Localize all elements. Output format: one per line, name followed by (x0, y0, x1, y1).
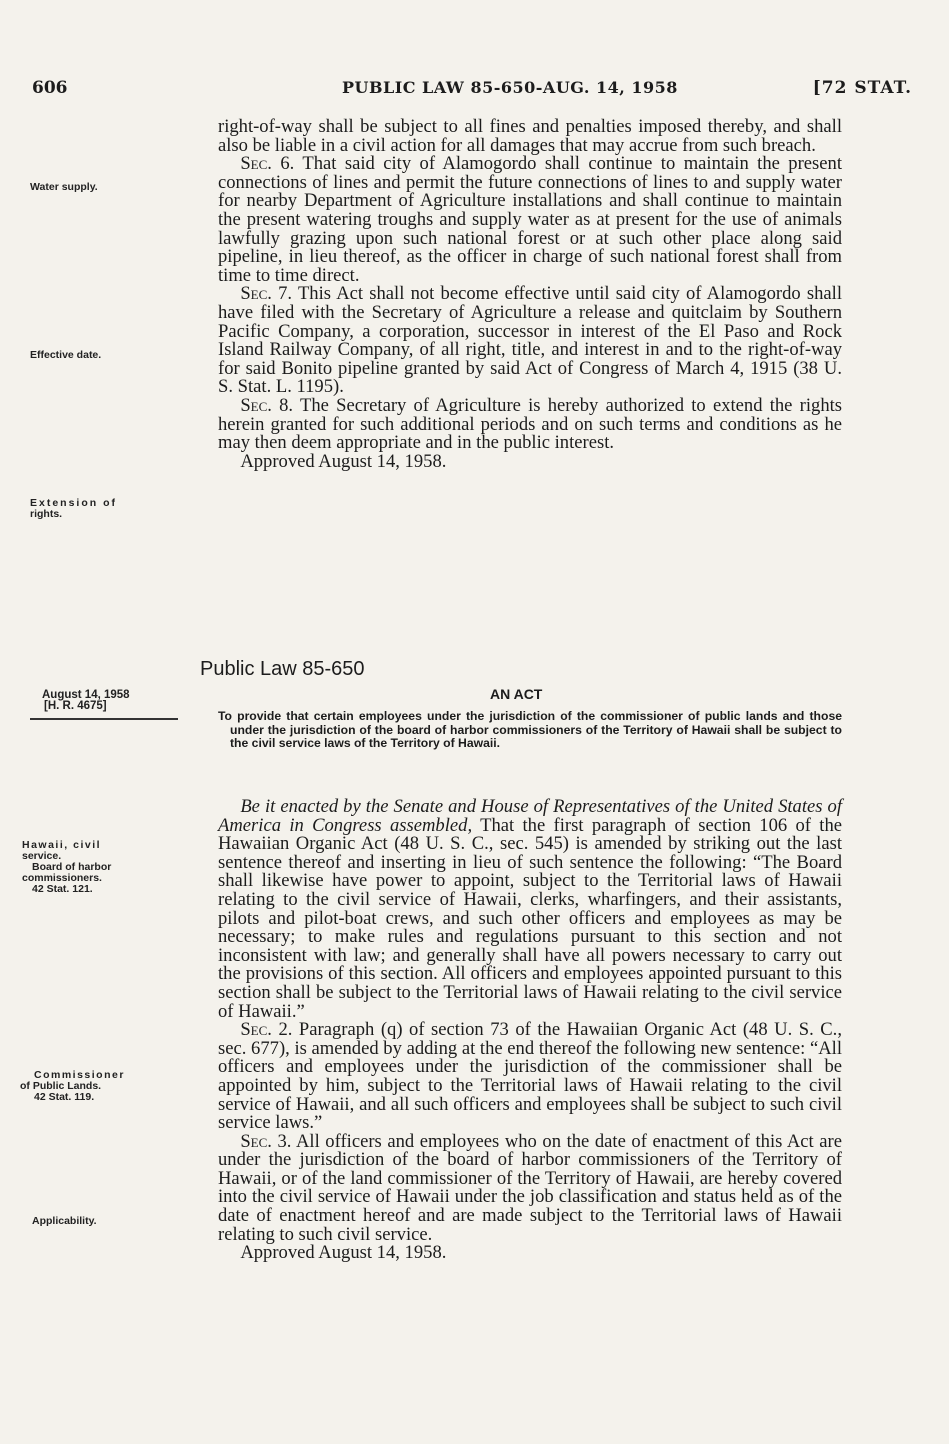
section-7-label: Sec. 7. (240, 283, 293, 305)
margin-note-extension-line1: Extension of (30, 497, 118, 509)
section-7 (218, 285, 842, 397)
section-1-text: That the first paragraph of section 106 of the Hawaiian Organic Act (48 U. S. C., sec. 545) is amended by striking out the last sentence thereof and inserting in lieu of such sentence the following: “The Board shall likewise have power to appoint, subject to the Territorial laws of Hawaii relating to the civil service of Hawaii, clerks, wharfingers, and their assistants, pilots and pilot-boat crews, and such other officers and employees as may be necessary; to make rules and regulations pursuant to this section and not inconsistent with law; and generally shall have all powers necessary to carry out the provisions of this section. All officers and employees appointed pursuant to this section shall be subject to the Territorial laws of Hawaii relating to the civil service of Hawaii.” (218, 814, 843, 1022)
an-act-heading: AN ACT (490, 686, 543, 702)
margin-note-extension (30, 498, 117, 520)
margin-stat-121: 42 Stat. 121. (32, 883, 93, 895)
margin-comm-line2: of Public Lands. (20, 1080, 102, 1092)
margin-board-line2: commissioners. (22, 872, 102, 884)
section-6 (218, 155, 842, 285)
margin-board-line1: Board of harbor (32, 861, 112, 873)
section-6-text: That said city of Alamogordo shall continue to maintain the present connections of lines and permit the future connections of lines to and supply water for nearby Department of Agriculture installations and shall continue to maintain the present watering troughs and supply water as at present for the use of animals lawfully grazing upon such national forest or at such other place along said pipeline, in lieu thereof, as the officer in charge of such national forest shall from time to time direct. (218, 153, 842, 286)
margin-hawaii-line2: service. (22, 850, 62, 862)
section-3-label: Sec. 3. (240, 1130, 292, 1152)
margin-note-date (42, 690, 130, 712)
margin-note-water-supply: Water supply. (30, 181, 98, 193)
section-8 (218, 394, 843, 454)
margin-hawaii-line1: Hawaii, civil (22, 839, 102, 851)
margin-hr-line: [H. R. 4675] (44, 700, 107, 712)
margin-comm-line1: Commissioner (34, 1069, 125, 1081)
margin-stat-119: 42 Stat. 119. (34, 1091, 95, 1103)
header-statute: [72 STAT. (812, 78, 912, 98)
act-approval-line: Approved August 14, 1958. (240, 1242, 447, 1264)
margin-note-commissioner (20, 1070, 125, 1103)
enacting-clause: Be it enacted by the Senate and House of Representatives of the United States of America in Congress assembled, (218, 796, 842, 836)
section-3 (218, 1130, 842, 1245)
section-6-label: Sec. 6. (240, 153, 295, 175)
margin-note-hawaii (20, 840, 180, 895)
running-header (32, 78, 912, 104)
continued-paragraph: right-of-way shall be subject to all fines and penalties imposed thereby, and shall also be liable in a civil action for all damages that may accrue from such breach. (218, 116, 842, 156)
page-number: 606 (32, 78, 68, 98)
act-purpose: To provide that certain employees under the jurisdiction of the commissioner of public lands and those under the jurisdiction of the board of harbor commissioners of the Territory of Hawaii shall be subject to the civil service laws of the Territory of Hawaii. (218, 709, 842, 750)
enacting-clause-section-1 (218, 798, 842, 1021)
margin-note-applicability: Applicability. (32, 1215, 97, 1227)
margin-date-line: August 14, 1958 (42, 689, 130, 701)
section-8-label: Sec. 8. (240, 394, 294, 416)
section-7-text: This Act shall not become effective until said city of Alamogordo shall have filed with the Secretary of Agriculture a release and quitclaim by Southern Pacific Company, a corporation, successor in interest of the El Paso and Rock Island Railway Company, of all right, title, and interest in and to the right-of-way for said Bonito pipeline granted by said Act of Congress of March 4, 1915 (38 U. S. Stat. L. 1195). (218, 283, 842, 398)
section-2 (218, 1021, 842, 1133)
act-body (218, 798, 842, 1263)
margin-note-extension-line2: rights. (30, 508, 63, 520)
section-3-text: All officers and employees who on the date of enactment of this Act are under the jurisdiction of the board of harbor commissioners of the Territory of Hawaii, or of the land commissioner of the Territory of Hawaii, are hereby covered into the civil service of Hawaii under the job classification and status held as of the date of enactment hereof and are made subject to the Territorial laws of Hawaii relating to such civil service. (218, 1130, 842, 1245)
header-title: PUBLIC LAW 85-650-AUG. 14, 1958 (342, 78, 678, 97)
public-law-title: Public Law 85-650 (200, 658, 365, 680)
margin-rule (30, 718, 178, 720)
section-2-label: Sec. 2. (240, 1019, 293, 1041)
section-2-text: Paragraph (q) of section 73 of the Hawaiian Organic Act (48 U. S. C., sec. 677), is amended by adding at the end thereof the following new sentence: “All officers and employees under the jurisdiction of the commissioner shall be appointed by him, subject to the Territorial laws of Hawaii relating to the civil service of Hawaii, and all such officers and employees shall be subject to such civil service laws.” (218, 1019, 842, 1134)
margin-note-effective-date: Effective date. (30, 349, 102, 361)
section-8-text: The Secretary of Agriculture is hereby authorized to extend the rights herein granted for such additional periods and on such terms and conditions as he may then deem appropriate and in the public interest. (218, 394, 843, 454)
prior-law-text (218, 118, 842, 471)
approval-line: Approved August 14, 1958. (240, 450, 447, 472)
